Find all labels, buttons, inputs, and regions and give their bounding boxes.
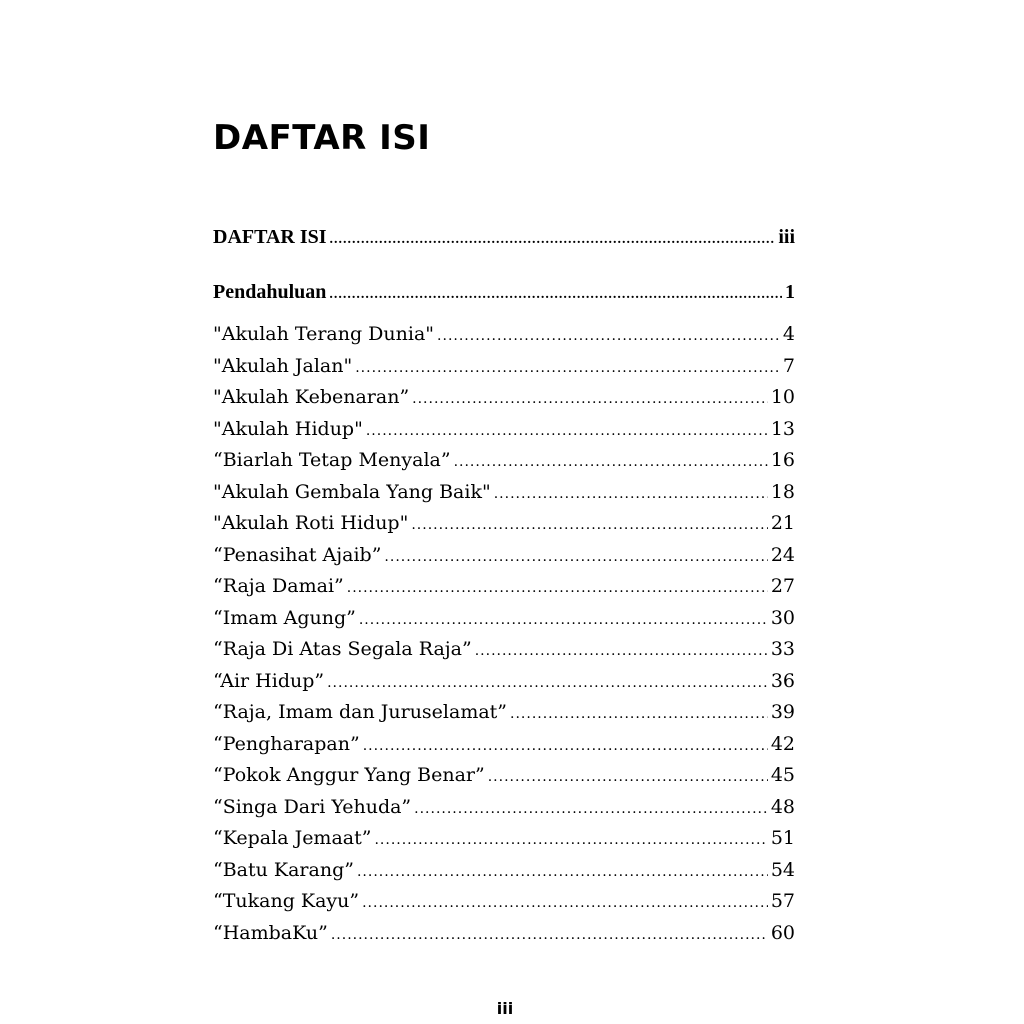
toc-entry[interactable] [213,636,795,662]
dot-leader [362,890,768,916]
toc-entry-title: "Akulah Terang Dunia" [213,323,435,345]
toc-entry-title: “Raja, Imam dan Juruselamat” [213,701,508,723]
toc-entry-title: “Singa Dari Yehuda” [213,795,412,818]
dot-leader [366,418,768,444]
toc-entry-page: 39 [770,701,795,723]
toc-entry-title: "Akulah Hidup" [213,417,363,440]
toc-entry[interactable] [213,224,795,250]
toc-entry-page: 54 [770,858,795,881]
toc-entry-page: 16 [770,449,795,471]
toc-entry[interactable] [213,762,795,788]
dot-leader [414,796,768,822]
toc-entry-page: 24 [770,543,795,566]
toc-entry[interactable] [213,416,795,442]
toc-entry[interactable] [213,479,795,505]
toc-entry-title: Pendahuluan [213,281,327,303]
dot-leader [510,701,768,727]
toc-entry-title: “Raja Di Atas Segala Raja” [213,638,472,660]
dot-leader [411,512,767,538]
toc-entry-title: “Batu Karang” [213,858,354,881]
dot-leader [494,481,768,507]
toc-entry-page: 4 [782,323,795,345]
toc-entry[interactable] [213,279,795,305]
dot-leader [363,733,768,759]
toc-entry[interactable] [213,731,795,757]
toc-entry-page: iii [778,226,795,248]
toc-entry-page: 30 [770,606,795,629]
dot-leader [384,544,767,570]
toc-entry-title: “Air Hidup” [213,669,325,692]
dot-leader [454,449,768,475]
dot-leader [475,638,768,664]
toc-entry-title: “Tukang Kayu” [213,890,360,912]
toc-entry-page: 36 [770,669,795,692]
toc-entry[interactable] [213,888,795,914]
toc-entry-title: “Penasihat Ajaib” [213,543,382,566]
toc-entry[interactable] [213,668,795,694]
dot-leader [330,227,776,253]
dot-leader [488,764,768,790]
toc-entry[interactable] [213,447,795,473]
dot-leader [331,922,768,948]
toc-entry-page: 27 [770,575,795,597]
toc-entry-title: “HambaKu” [213,921,328,944]
toc-entry[interactable] [213,510,795,536]
toc-entry[interactable] [213,857,795,883]
dot-leader [359,607,768,633]
toc-entry-page: 48 [770,795,795,818]
dot-leader [357,859,768,885]
toc-entry[interactable] [213,321,795,347]
toc-entry-page: 7 [782,354,795,377]
toc-entry-title: "Akulah Jalan" [213,354,353,377]
page-number: iii [496,999,514,1018]
toc-entry-page: 10 [770,386,795,408]
page-title: DAFTAR ISI [213,118,431,158]
toc-entry[interactable] [213,920,795,946]
toc-entry-title: "Akulah Roti Hidup" [213,512,409,534]
dot-leader [327,670,768,696]
toc-entry-title: “Biarlah Tetap Menyala” [213,449,451,471]
toc-entry-page: 42 [770,732,795,755]
toc-entry[interactable] [213,794,795,820]
toc-entry-title: “Kepala Jemaat” [213,827,372,849]
dot-leader [329,282,782,308]
toc-entry-page: 13 [770,417,795,440]
toc-entry-page: 33 [770,638,795,660]
toc-entry[interactable] [213,699,795,725]
toc-entry-title: “Pengharapan” [213,732,360,755]
toc-entry-title: “Imam Agung” [213,606,356,629]
toc-entry[interactable] [213,573,795,599]
toc-entry-title: “Raja Damai” [213,575,344,597]
toc-entry[interactable] [213,605,795,631]
toc-entry-title: "Akulah Kebenaran” [213,386,410,408]
toc-entry[interactable] [213,825,795,851]
toc-entry-page: 51 [770,827,795,849]
toc-entry[interactable] [213,542,795,568]
toc-entry[interactable] [213,384,795,410]
toc-entry-title: "Akulah Gembala Yang Baik" [213,480,491,503]
toc-entry-page: 45 [770,764,795,786]
toc-entry-page: 18 [770,480,795,503]
toc-entry-title: DAFTAR ISI [213,226,327,248]
toc-entry-title: “Pokok Anggur Yang Benar” [213,764,485,786]
toc-entry[interactable] [213,353,795,379]
toc-entry-page: 21 [770,512,795,534]
dot-leader [347,575,768,601]
toc-entry-page: 57 [770,890,795,912]
toc-entry-page: 1 [785,281,795,303]
dot-leader [374,827,767,853]
dot-leader [355,355,780,381]
dot-leader [437,323,780,349]
toc-entry-page: 60 [770,921,795,944]
dot-leader [412,386,768,412]
